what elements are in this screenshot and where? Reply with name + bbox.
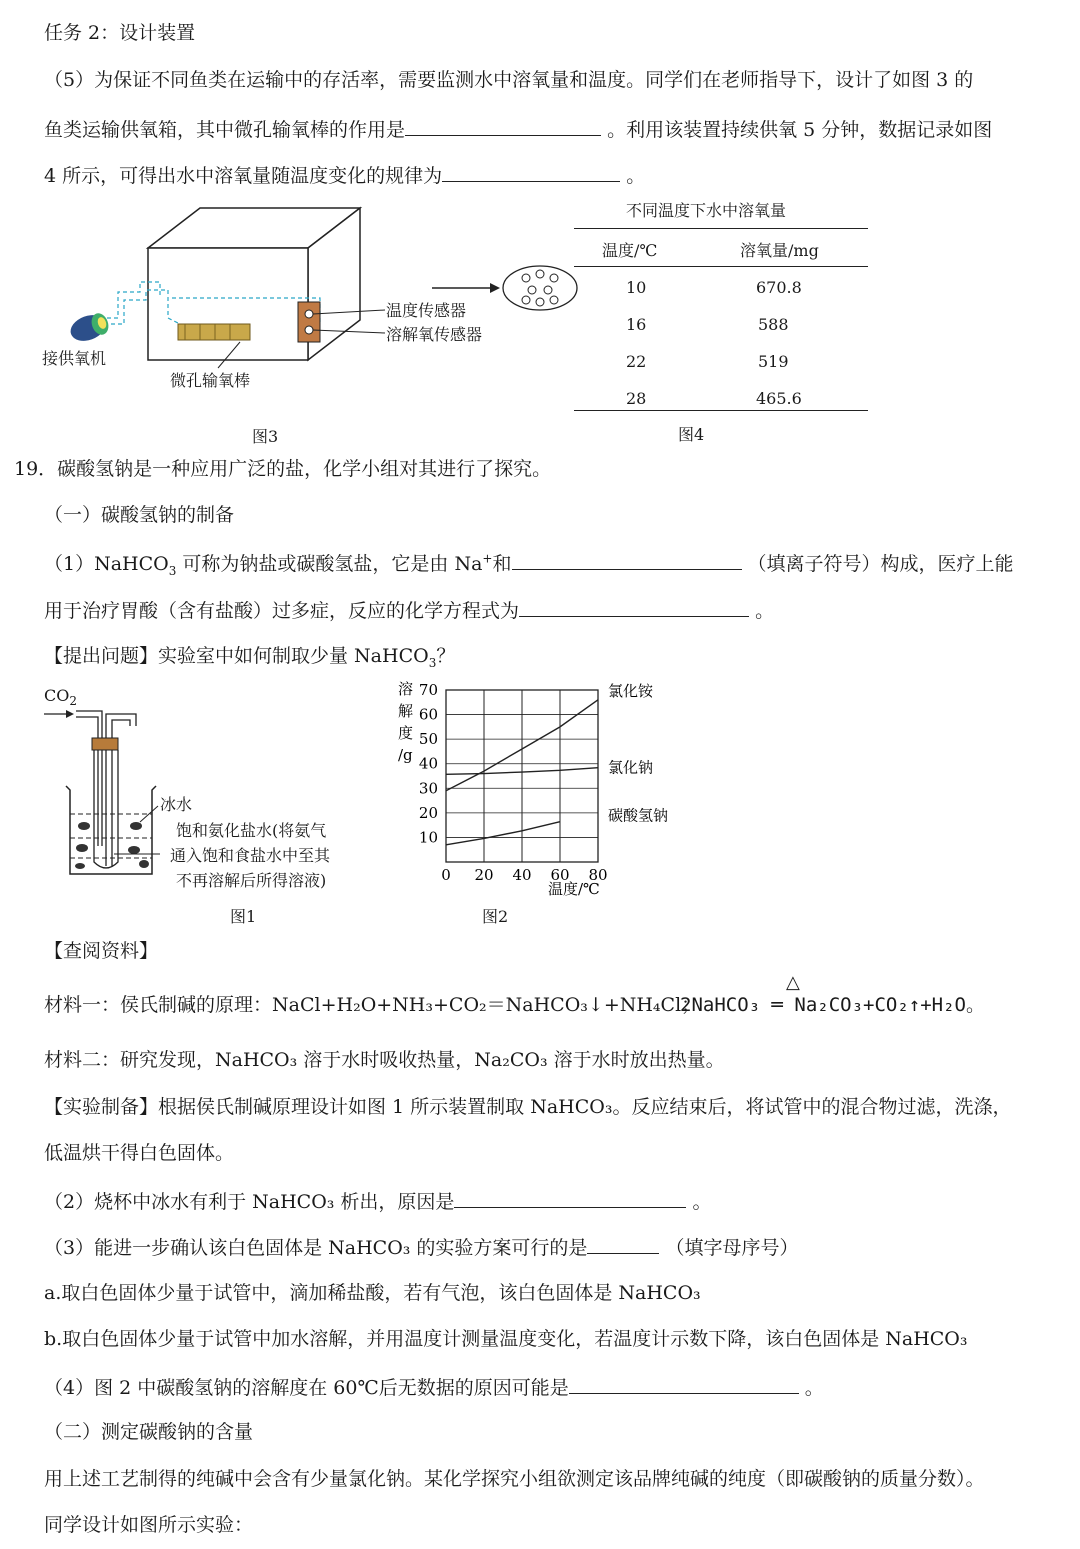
table-cell: 588	[758, 315, 789, 334]
q3-text: （3）能进一步确认该白色固体是 NaHCO₃ 的实验方案可行的是	[44, 1237, 588, 1259]
q19-intro: 19．碳酸氢钠是一种应用广泛的盐，化学小组对其进行了探究。	[14, 458, 552, 480]
y-tick-label: 10	[418, 828, 438, 847]
x-tick-label: 20	[474, 866, 494, 884]
oxygen-pump-icon	[67, 311, 111, 346]
solubility-chart	[390, 676, 690, 902]
q2-text: （2）烧杯中冰水有利于 NaHCO₃ 析出，原因是	[44, 1191, 455, 1213]
answer-blank-reason[interactable]	[454, 1187, 686, 1208]
series-label: 氯化钠	[608, 758, 654, 777]
ask-question	[44, 643, 455, 669]
part2-title: （二）测定碳酸钠的含量	[44, 1421, 254, 1443]
co2-text: CO	[44, 686, 70, 705]
arrow-right-icon	[490, 283, 500, 293]
table-cell: 465.6	[756, 389, 802, 408]
q1-line1	[44, 549, 1014, 577]
y-tick-label: 30	[418, 779, 438, 798]
label-pump: 接供氧机	[42, 349, 107, 368]
ask-text: 【提出问题】实验室中如何制取少量 NaHCO	[44, 645, 429, 667]
ask-sub: 3	[428, 655, 437, 670]
prep-line2: 低温烘干得白色固体。	[44, 1142, 235, 1164]
table-header-oxygen: 溶氧量/mg	[740, 241, 819, 260]
table-cell: 670.8	[756, 278, 802, 297]
answer-blank-rule[interactable]	[442, 161, 620, 182]
q1-text-a: （1）NaHCO	[44, 553, 169, 575]
q1-text-d: （填离子符号）构成，医疗上能	[747, 553, 1014, 575]
table-cell: 519	[758, 352, 789, 371]
fig3-caption: 图3	[252, 427, 279, 446]
q1-text-f: 。	[755, 600, 775, 622]
answer-blank-equation[interactable]	[519, 596, 749, 617]
option-a: a.取白色固体少量于试管中，滴加稀盐酸，若有气泡，该白色固体是 NaHCO₃	[44, 1282, 701, 1304]
x-tick-label: 40	[512, 866, 532, 884]
q1-text-e: 用于治疗胃酸（含有盐酸）过多症，反应的化学方程式为	[44, 600, 520, 622]
arrow-right-icon	[66, 710, 74, 718]
series-label: 碳酸氢钠	[608, 806, 669, 825]
part2-line2: 同学设计如图所示实验：	[44, 1514, 254, 1536]
q5-line2-tail: 。利用该装置持续供氧 5 分钟，数据记录如图	[607, 119, 993, 141]
table-header-temp: 温度/℃	[602, 241, 658, 260]
x-axis-label: 温度/℃	[548, 880, 600, 898]
material-2: 材料二：研究发现，NaHCO₃ 溶于水时吸收热量，Na₂CO₃ 溶于水时放出热量。	[44, 1049, 725, 1071]
y-tick-label: 60	[418, 705, 438, 724]
label-ice-water: 冰水	[160, 795, 193, 814]
fig4-caption: 图4	[678, 425, 705, 444]
table-cell: 16	[626, 315, 647, 334]
q5-line1: （5）为保证不同鱼类在运输中的存活率，需要监测水中溶氧量和温度。同学们在老师指导下，设计了如图 3 的	[44, 69, 974, 91]
table-cell: 10	[626, 278, 647, 297]
table-mid-rule	[574, 266, 868, 267]
table-cell: 22	[626, 352, 647, 371]
table-top-rule	[574, 228, 868, 229]
y-tick-label: 20	[418, 803, 438, 822]
prep-line1: 【实验制备】根据侯氏制碱原理设计如图 1 所示装置制取 NaHCO₃。反应结束后，将试管中的混合物过滤，洗涤，	[44, 1096, 1012, 1118]
q3-tail: （填字母序号）	[665, 1237, 799, 1259]
y-label-char: 解	[398, 702, 414, 720]
q1-text-c: 和	[492, 553, 512, 575]
co2-sub: 2	[69, 694, 77, 709]
m1-equation: NaCl+H₂O+NH₃+CO₂＝NaHCO₃↓+NH₄Cl；	[272, 994, 701, 1016]
ref-title: 【查阅资料】	[44, 940, 159, 962]
label-rod: 微孔输氧棒	[170, 371, 251, 390]
table-cell: 28	[626, 389, 647, 408]
q1-sub: 3	[168, 563, 177, 578]
zoom-figure	[428, 260, 588, 324]
m1-equation-2: 2NaHCO₃ ═ Na₂CO₃+CO₂↑+H₂O。	[680, 994, 985, 1016]
q1-line2	[44, 596, 774, 624]
task-title: 任务 2：设计装置	[44, 22, 196, 44]
label-solution-2: 通入饱和食盐水中至其	[170, 846, 331, 865]
q2-tail: 。	[692, 1191, 712, 1213]
y-label-char: 度	[398, 724, 414, 742]
q5-line3-tail: 。	[626, 165, 646, 187]
sensor-block	[298, 302, 320, 342]
label-solution-3: 不再溶解后所得溶液)	[176, 871, 327, 890]
part1-title: （一）碳酸氢钠的制备	[44, 504, 235, 526]
q4-text: （4）图 2 中碳酸氢钠的溶解度在 60℃后无数据的原因可能是	[44, 1377, 569, 1399]
series-line	[446, 822, 560, 845]
series-label: 氯化铵	[608, 682, 654, 700]
ask-tail: ？	[436, 645, 456, 667]
y-tick-label: 40	[418, 754, 438, 773]
label-do-sensor: 溶解氧传感器	[386, 325, 483, 344]
fig2-caption: 图2	[482, 907, 509, 926]
part2-line1: 用上述工艺制得的纯碱中会含有少量氯化钠。某化学探究小组欲测定该品牌纯碱的纯度（即碳酸钠的质量分数）。	[44, 1468, 985, 1490]
y-tick-label: 70	[418, 681, 438, 699]
label-solution-1: 饱和氨化盐水(将氨气	[176, 821, 327, 840]
q5-line2-text: 鱼类运输供氧箱，其中微孔输氧棒的作用是	[44, 119, 406, 141]
y-tick-label: 50	[418, 730, 438, 749]
y-label-char: /g	[398, 746, 413, 764]
q1-text-b: 可称为钠盐或碳酸氢盐，它是由 Na	[176, 553, 483, 575]
table-bottom-rule	[574, 410, 868, 411]
x-tick-label: 60	[550, 866, 570, 884]
y-label-char: 溶	[398, 680, 414, 698]
q1-sup: +	[482, 551, 493, 566]
answer-blank-reason-60[interactable]	[569, 1373, 799, 1394]
material-1	[44, 992, 700, 1018]
q5-line2	[44, 115, 992, 143]
q4-tail: 。	[804, 1377, 824, 1399]
x-tick-label: 80	[588, 866, 608, 884]
fig1-caption: 图1	[230, 907, 257, 926]
micro-rod	[178, 324, 250, 340]
heat-condition: △	[786, 972, 800, 993]
x-tick-label: 0	[441, 866, 451, 884]
q2-line	[44, 1187, 711, 1215]
q4-line	[44, 1373, 824, 1401]
answer-blank-choice[interactable]	[587, 1233, 659, 1254]
q5-line3	[44, 161, 645, 189]
option-b: b.取白色固体少量于试管中加水溶解，并用温度计测量温度变化，若温度计示数下降，该白色固体是 NaHCO₃	[44, 1328, 968, 1350]
label-co2	[44, 686, 77, 709]
answer-blank-ion[interactable]	[512, 549, 742, 570]
answer-blank-rod[interactable]	[405, 115, 601, 136]
label-temp-sensor: 温度传感器	[386, 301, 467, 320]
q3-line	[44, 1233, 798, 1261]
table-title: 不同温度下水中溶氧量	[626, 201, 787, 220]
m1-label: 材料一：侯氏制碱的原理：	[44, 994, 273, 1016]
q5-line3-text: 4 所示，可得出水中溶氧量随温度变化的规律为	[44, 165, 443, 187]
